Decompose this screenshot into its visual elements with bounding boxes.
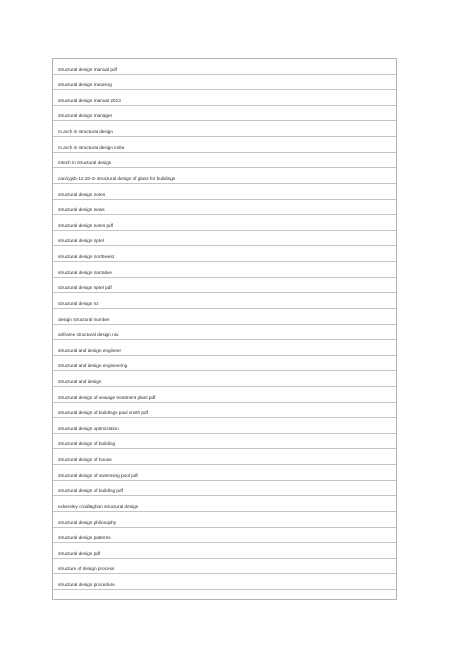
list-item xyxy=(53,371,396,387)
list-item xyxy=(53,418,396,434)
list-item-text: structural design nptel xyxy=(58,238,104,244)
list-item xyxy=(53,403,396,419)
list-item xyxy=(53,121,396,137)
list-item-text: structure of design process xyxy=(58,566,115,572)
list-item xyxy=(53,496,396,512)
list-item-text: structural design meaning xyxy=(58,82,112,88)
list-item xyxy=(53,450,396,466)
list-item-text: structural design procedure xyxy=(58,582,115,588)
list-item-text: structural design notes pdf xyxy=(58,222,113,228)
list-item-text: structural design narrative xyxy=(58,269,112,275)
list-item xyxy=(53,59,396,75)
list-item xyxy=(53,90,396,106)
list-item xyxy=(53,106,396,122)
list-item-text: structural design nptel pdf xyxy=(58,285,112,291)
list-item-text: eckersley o'callaghan structural design xyxy=(58,503,139,509)
list-item xyxy=(53,137,396,153)
list-item-text: airframe structural design niu xyxy=(58,332,119,338)
list-item-text: mtech in structural design xyxy=(58,160,112,166)
list-item-text: design structural number xyxy=(58,316,110,322)
list-item xyxy=(53,184,396,200)
list-item xyxy=(53,559,396,575)
list-item xyxy=(53,528,396,544)
list-item-text: structural design optimization xyxy=(58,425,119,431)
list-item xyxy=(53,262,396,278)
list-item xyxy=(53,325,396,341)
list-item-text: structural design of swimming pool pdf xyxy=(58,472,138,478)
list-item-text: structural and design xyxy=(58,378,102,384)
list-item-text: structural design of house xyxy=(58,457,112,463)
list-item-text: structural design of buildings paul smith pdf xyxy=(58,410,148,416)
list-item xyxy=(53,387,396,403)
list-item-text: structural design nz xyxy=(58,300,99,306)
keyword-list xyxy=(52,58,397,600)
list-item-text: structural design of sewage treatment plant pdf xyxy=(58,394,156,400)
list-item-text: structural and design engineer xyxy=(58,347,122,353)
list-item-text: structural design of building xyxy=(58,441,116,447)
list-item xyxy=(53,200,396,216)
list-item xyxy=(53,75,396,91)
list-item xyxy=(53,293,396,309)
list-item-text: structural design philosophy xyxy=(58,519,117,525)
list-item-text: can/cgsb-12.20-m structural design of glass for buildings xyxy=(58,175,176,181)
list-item xyxy=(53,215,396,231)
list-item-text: structural design manual 2013 xyxy=(58,97,121,103)
list-item xyxy=(53,543,396,559)
list-item xyxy=(53,340,396,356)
list-item xyxy=(53,574,396,590)
list-item-text: m.arch in structural design xyxy=(58,129,113,135)
list-item-text: structural design patterns xyxy=(58,535,111,541)
list-item xyxy=(53,168,396,184)
list-item-text: structural design manager xyxy=(58,113,113,119)
list-item-text: structural design pdf xyxy=(58,550,101,556)
list-item xyxy=(53,481,396,497)
list-item xyxy=(53,465,396,481)
list-item xyxy=(53,246,396,262)
list-item xyxy=(53,278,396,294)
list-item xyxy=(53,434,396,450)
list-item xyxy=(53,231,396,247)
list-item xyxy=(53,153,396,169)
list-item-text: structural design of building pdf xyxy=(58,488,123,494)
list-item-text: structural design manual pdf xyxy=(58,66,117,72)
list-item xyxy=(53,512,396,528)
list-item-text: structural design news xyxy=(58,207,105,213)
list-item-text: structural and design engineering xyxy=(58,363,128,369)
list-item-text: m.arch in structural design india xyxy=(58,144,125,150)
list-item-text: structural design notes xyxy=(58,191,106,197)
list-item xyxy=(53,309,396,325)
list-item-text: structural design northwest xyxy=(58,254,115,260)
list-item xyxy=(53,356,396,372)
